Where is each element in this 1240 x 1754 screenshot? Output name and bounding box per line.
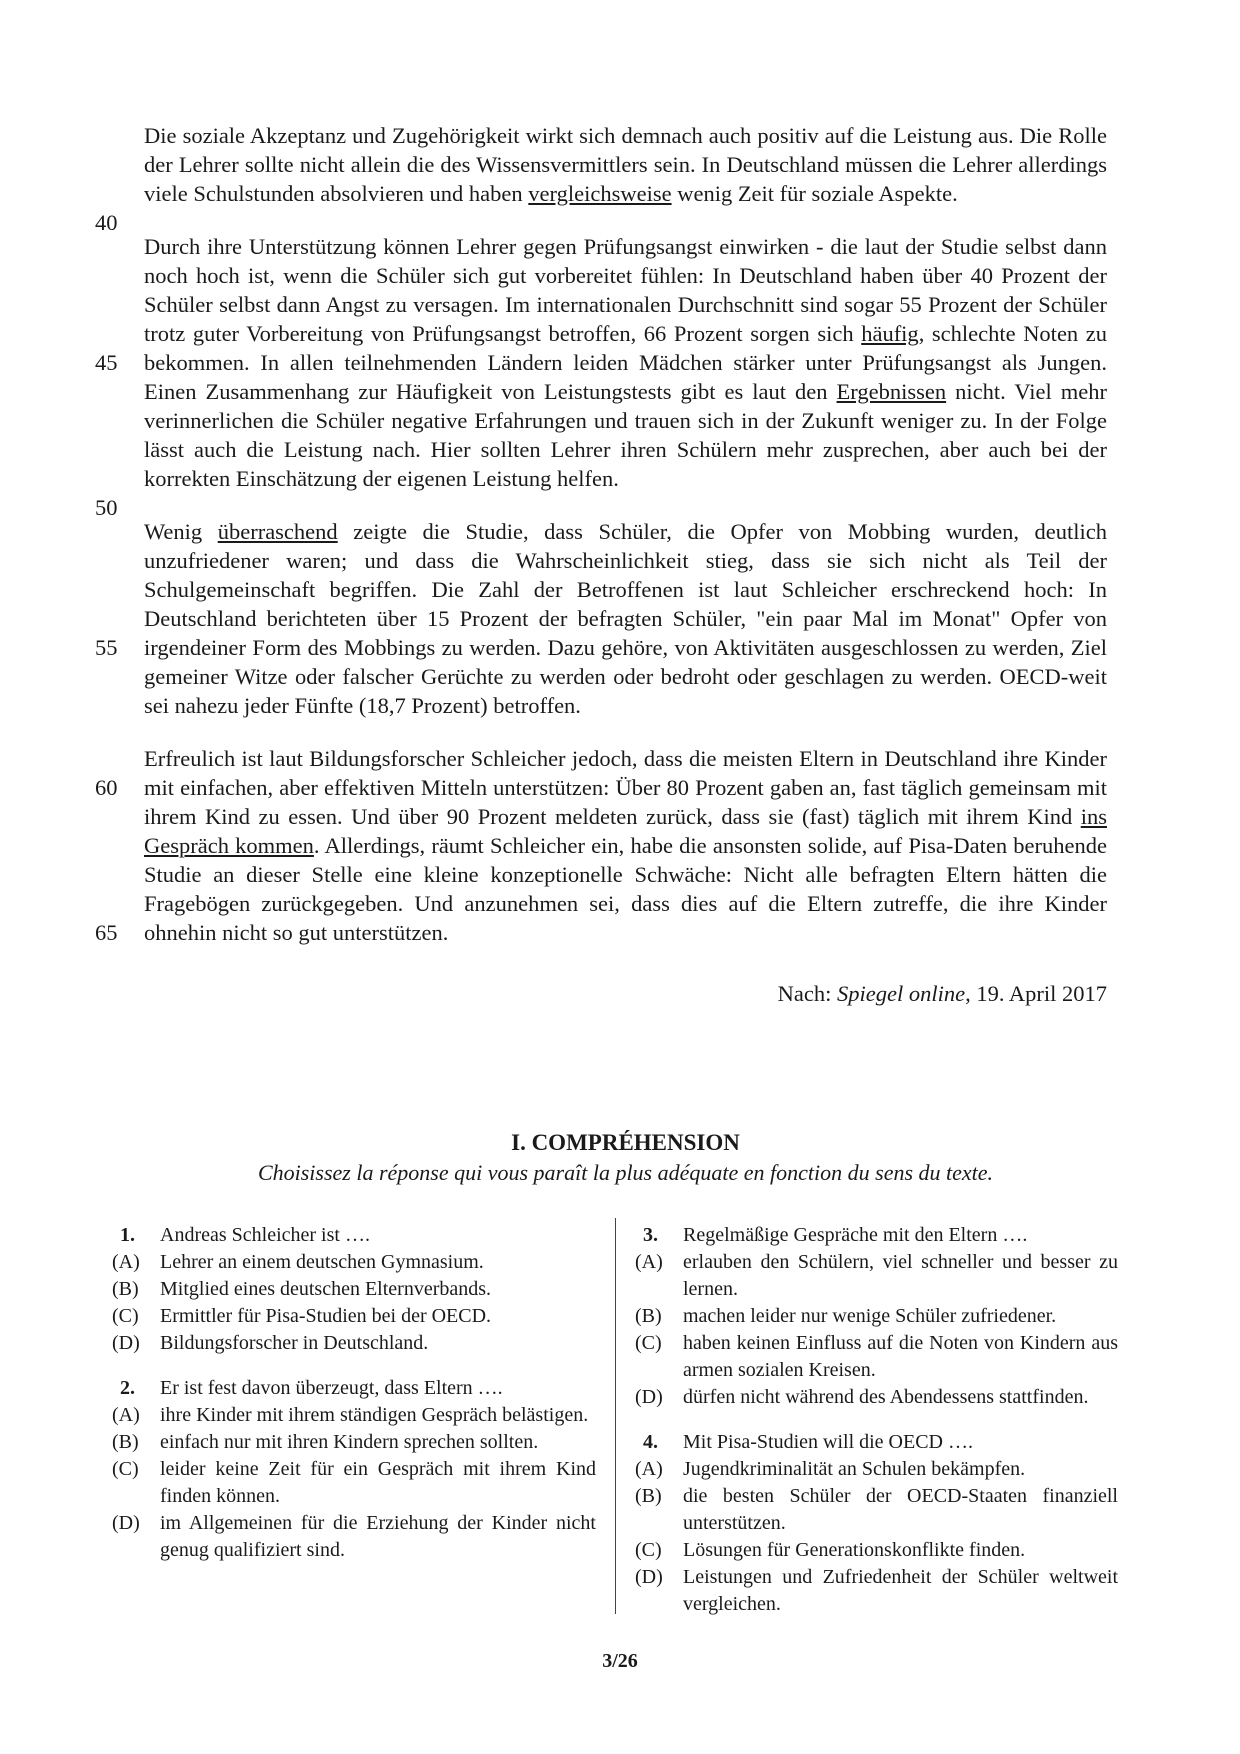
question-number: 3. (643, 1224, 658, 1246)
section-title: I. COMPRÉHENSION (511, 1130, 740, 1155)
question-stem (112, 1375, 596, 1402)
paragraph-text: Durch ihre Unterstützung können Lehrer gegen Prüfungsangst einwirken - die laut der Studie selbst dann noch hoch ist, wenn die Schüler sich gut vorbereitet fühlen: In Deutschland haben über 40 Prozent der Schüler selbst dann Angst zu versagen. Im internationalen Durchschnitt sind sogar 55 Prozent der Schüler trotz guter Vorbereitung von Prüfungsangst betroffen, 66 Prozent sorgen sich häufig, schlechte Noten zu bekommen. In allen teilnehmenden Ländern leiden Mädchen stärker unter Prüfungsangst als Jungen. Einen Zusammenhang zur Häufigkeit von Leistungstests gibt es laut den Ergebnissen nicht. Viel mehr verinnerlichen die Schüler negative Erfahrungen und trauen sich in der Zukunft weniger zu. In der Folge lässt auch die Leistung nach. Hier sollten Lehrer ihren Schülern mehr zusprechen, aber auch bei der korrekten Einschätzung der eigenen Leistung helfen. (144, 234, 1108, 491)
option-text: im Allgemeinen für die Erziehung der Kinder nicht genug qualifiziert sind. (160, 1512, 596, 1561)
question-1 (112, 1222, 596, 1357)
answer-option[interactable] (112, 1303, 596, 1330)
paragraph-text: Wenig überraschend zeigte die Studie, dass Schüler, die Opfer von Mobbing wurden, deutlich unzufriedener waren; und dass die Wahrscheinlichkeit stieg, dass sie sich nicht als Teil der Schulgemeinschaft begriffen. Die Zahl der Betroffenen ist laut Schleicher erschreckend hoch: In Deutschland berichteten über 15 Prozent der befragten Schüler, "ein paar Mal im Monat" Opfer von irgendeiner Form des Mobbings zu werden. Dazu gehöre, von Aktivitäten ausgeschlossen zu werden, Ziel gemeiner Witze oder falscher Gerüchte zu werden oder bedroht oder geschlagen zu werden. OECD-weit sei nahezu jeder Fünfte (18,7 Prozent) betroffen. (144, 519, 1107, 718)
section-instruction: Choisissez la réponse qui vous paraît la plus adéquate en fonction du sens du texte. (257, 1160, 994, 1185)
answer-option[interactable] (112, 1330, 596, 1357)
paragraph-text: Die soziale Akzeptanz und Zugehörigkeit wirkt sich demnach auch positiv auf die Leistung aus. Die Rolle der Lehrer sollte nicht allein die des Wissensvermittlers sein. In Deutschland müssen die Lehrer allerdings viele Schulstunden absolvieren und haben vergleichsweise wenig Zeit für soziale Aspekte. (144, 123, 1107, 206)
question-2 (112, 1375, 596, 1564)
option-letter: (A) (635, 1251, 663, 1273)
option-text: dürfen nicht während des Abendessens stattfinden. (683, 1386, 1089, 1408)
option-text: leider keine Zeit für ein Gespräch mit ihrem Kind finden können. (160, 1458, 596, 1507)
option-text: die besten Schüler der OECD-Staaten finanziell unterstützen. (683, 1485, 1118, 1534)
question-stem (635, 1429, 1118, 1456)
article-text (95, 121, 1108, 1007)
page-number: 3/26 (602, 1650, 638, 1672)
line-number-40: 40 (95, 210, 118, 235)
option-letter: (A) (635, 1458, 663, 1480)
option-letter: (B) (635, 1305, 662, 1327)
option-letter: (B) (635, 1485, 662, 1507)
option-text: Leistungen und Zufriedenheit der Schüler weltweit vergleichen. (683, 1566, 1118, 1615)
questions-left-column (112, 1222, 596, 1582)
option-text: Ermittler für Pisa-Studien bei der OECD. (160, 1305, 492, 1327)
option-text: Mitglied eines deutschen Elternverbands. (160, 1278, 492, 1300)
option-text: Lehrer an einem deutschen Gymnasium. (160, 1251, 484, 1273)
answer-option[interactable] (635, 1303, 1118, 1330)
comprehension-section-header (144, 1130, 1107, 1186)
answer-option[interactable] (635, 1456, 1118, 1483)
question-number: 2. (120, 1377, 135, 1399)
question-number: 4. (643, 1431, 658, 1453)
option-letter: (D) (112, 1512, 140, 1534)
answer-option[interactable] (112, 1429, 596, 1456)
option-text: ihre Kinder mit ihrem ständigen Gespräch belästigen. (160, 1404, 589, 1426)
answer-option[interactable] (635, 1384, 1118, 1411)
option-letter: (D) (635, 1566, 663, 1588)
answer-option[interactable] (635, 1564, 1118, 1618)
question-stem-text: Regelmäßige Gespräche mit den Eltern …. (683, 1224, 1028, 1246)
question-stem (112, 1222, 596, 1249)
paragraph-text: Erfreulich ist laut Bildungsforscher Schleicher jedoch, dass die meisten Eltern in Deutschland ihre Kinder mit einfachen, aber effektiven Mitteln unterstützen: Über 80 Prozent gaben an, fast täglich gemeinsam mit ihrem Kind zu essen. Und über 90 Prozent meldeten zurück, dass sie (fast) täglich mit ihrem Kind ins Gespräch kommen. Allerdings, räumt Schleicher ein, habe die ansonsten solide, auf Pisa-Daten beruhende Studie an dieser Stelle eine kleine konzeptionelle Schwäche: Nicht alle befragten Eltern hätten die Fragebögen zurückgegeben. Und anzunehmen sei, dass dies auf die Eltern zutreffe, die ihre Kinder ohnehin nicht so gut unterstützen. (144, 746, 1107, 945)
answer-option[interactable] (635, 1330, 1118, 1384)
source-date: , 19. April 2017 (965, 981, 1107, 1006)
line-number-55: 55 (95, 635, 118, 660)
option-text: haben keinen Einfluss auf die Noten von Kindern aus armen sozialen Kreisen. (683, 1332, 1118, 1381)
option-text: machen leider nur wenige Schüler zufriedener. (683, 1305, 1057, 1327)
option-letter: (C) (112, 1458, 139, 1480)
option-letter: (A) (112, 1404, 140, 1426)
article-paragraph-3 (95, 517, 1107, 720)
column-divider (615, 1218, 616, 1614)
option-letter: (C) (112, 1305, 139, 1327)
answer-option[interactable] (112, 1249, 596, 1276)
option-letter: (D) (635, 1386, 663, 1408)
question-stem (635, 1222, 1118, 1249)
answer-option[interactable] (112, 1402, 596, 1429)
line-number-60: 60 (95, 775, 118, 800)
question-stem-text: Andreas Schleicher ist …. (160, 1224, 370, 1246)
line-number-45: 45 (95, 350, 118, 375)
option-letter: (C) (635, 1332, 662, 1354)
option-text: Bildungsforscher in Deutschland. (160, 1332, 429, 1354)
line-number-50: 50 (95, 495, 118, 520)
article-paragraph-2 (95, 232, 1108, 520)
question-stem-text: Mit Pisa-Studien will die OECD …. (683, 1431, 973, 1453)
article-paragraph-1 (95, 121, 1107, 235)
source-prefix: Nach: (777, 981, 838, 1006)
question-4 (635, 1429, 1118, 1618)
option-letter: (B) (112, 1431, 139, 1453)
source-name: Spiegel online (837, 981, 966, 1006)
answer-option[interactable] (112, 1276, 596, 1303)
source-citation (144, 981, 1107, 1007)
answer-option[interactable] (112, 1456, 596, 1510)
article-paragraph-4 (95, 744, 1107, 947)
question-stem-text: Er ist fest davon überzeugt, dass Eltern …. (160, 1377, 503, 1399)
answer-option[interactable] (635, 1537, 1118, 1564)
option-text: erlauben den Schülern, viel schneller und besser zu lernen. (683, 1251, 1118, 1300)
questions-right-column (635, 1222, 1118, 1636)
answer-option[interactable] (635, 1483, 1118, 1537)
line-number-65: 65 (95, 920, 118, 945)
question-3 (635, 1222, 1118, 1411)
answer-option[interactable] (635, 1249, 1118, 1303)
question-number: 1. (120, 1224, 135, 1246)
option-text: einfach nur mit ihren Kindern sprechen sollten. (160, 1431, 539, 1453)
option-letter: (D) (112, 1332, 140, 1354)
option-text: Lösungen für Generationskonflikte finden. (683, 1539, 1026, 1561)
option-letter: (C) (635, 1539, 662, 1561)
answer-option[interactable] (112, 1510, 596, 1564)
option-text: Jugendkriminalität an Schulen bekämpfen. (683, 1458, 1026, 1480)
option-letter: (A) (112, 1251, 140, 1273)
option-letter: (B) (112, 1278, 139, 1300)
